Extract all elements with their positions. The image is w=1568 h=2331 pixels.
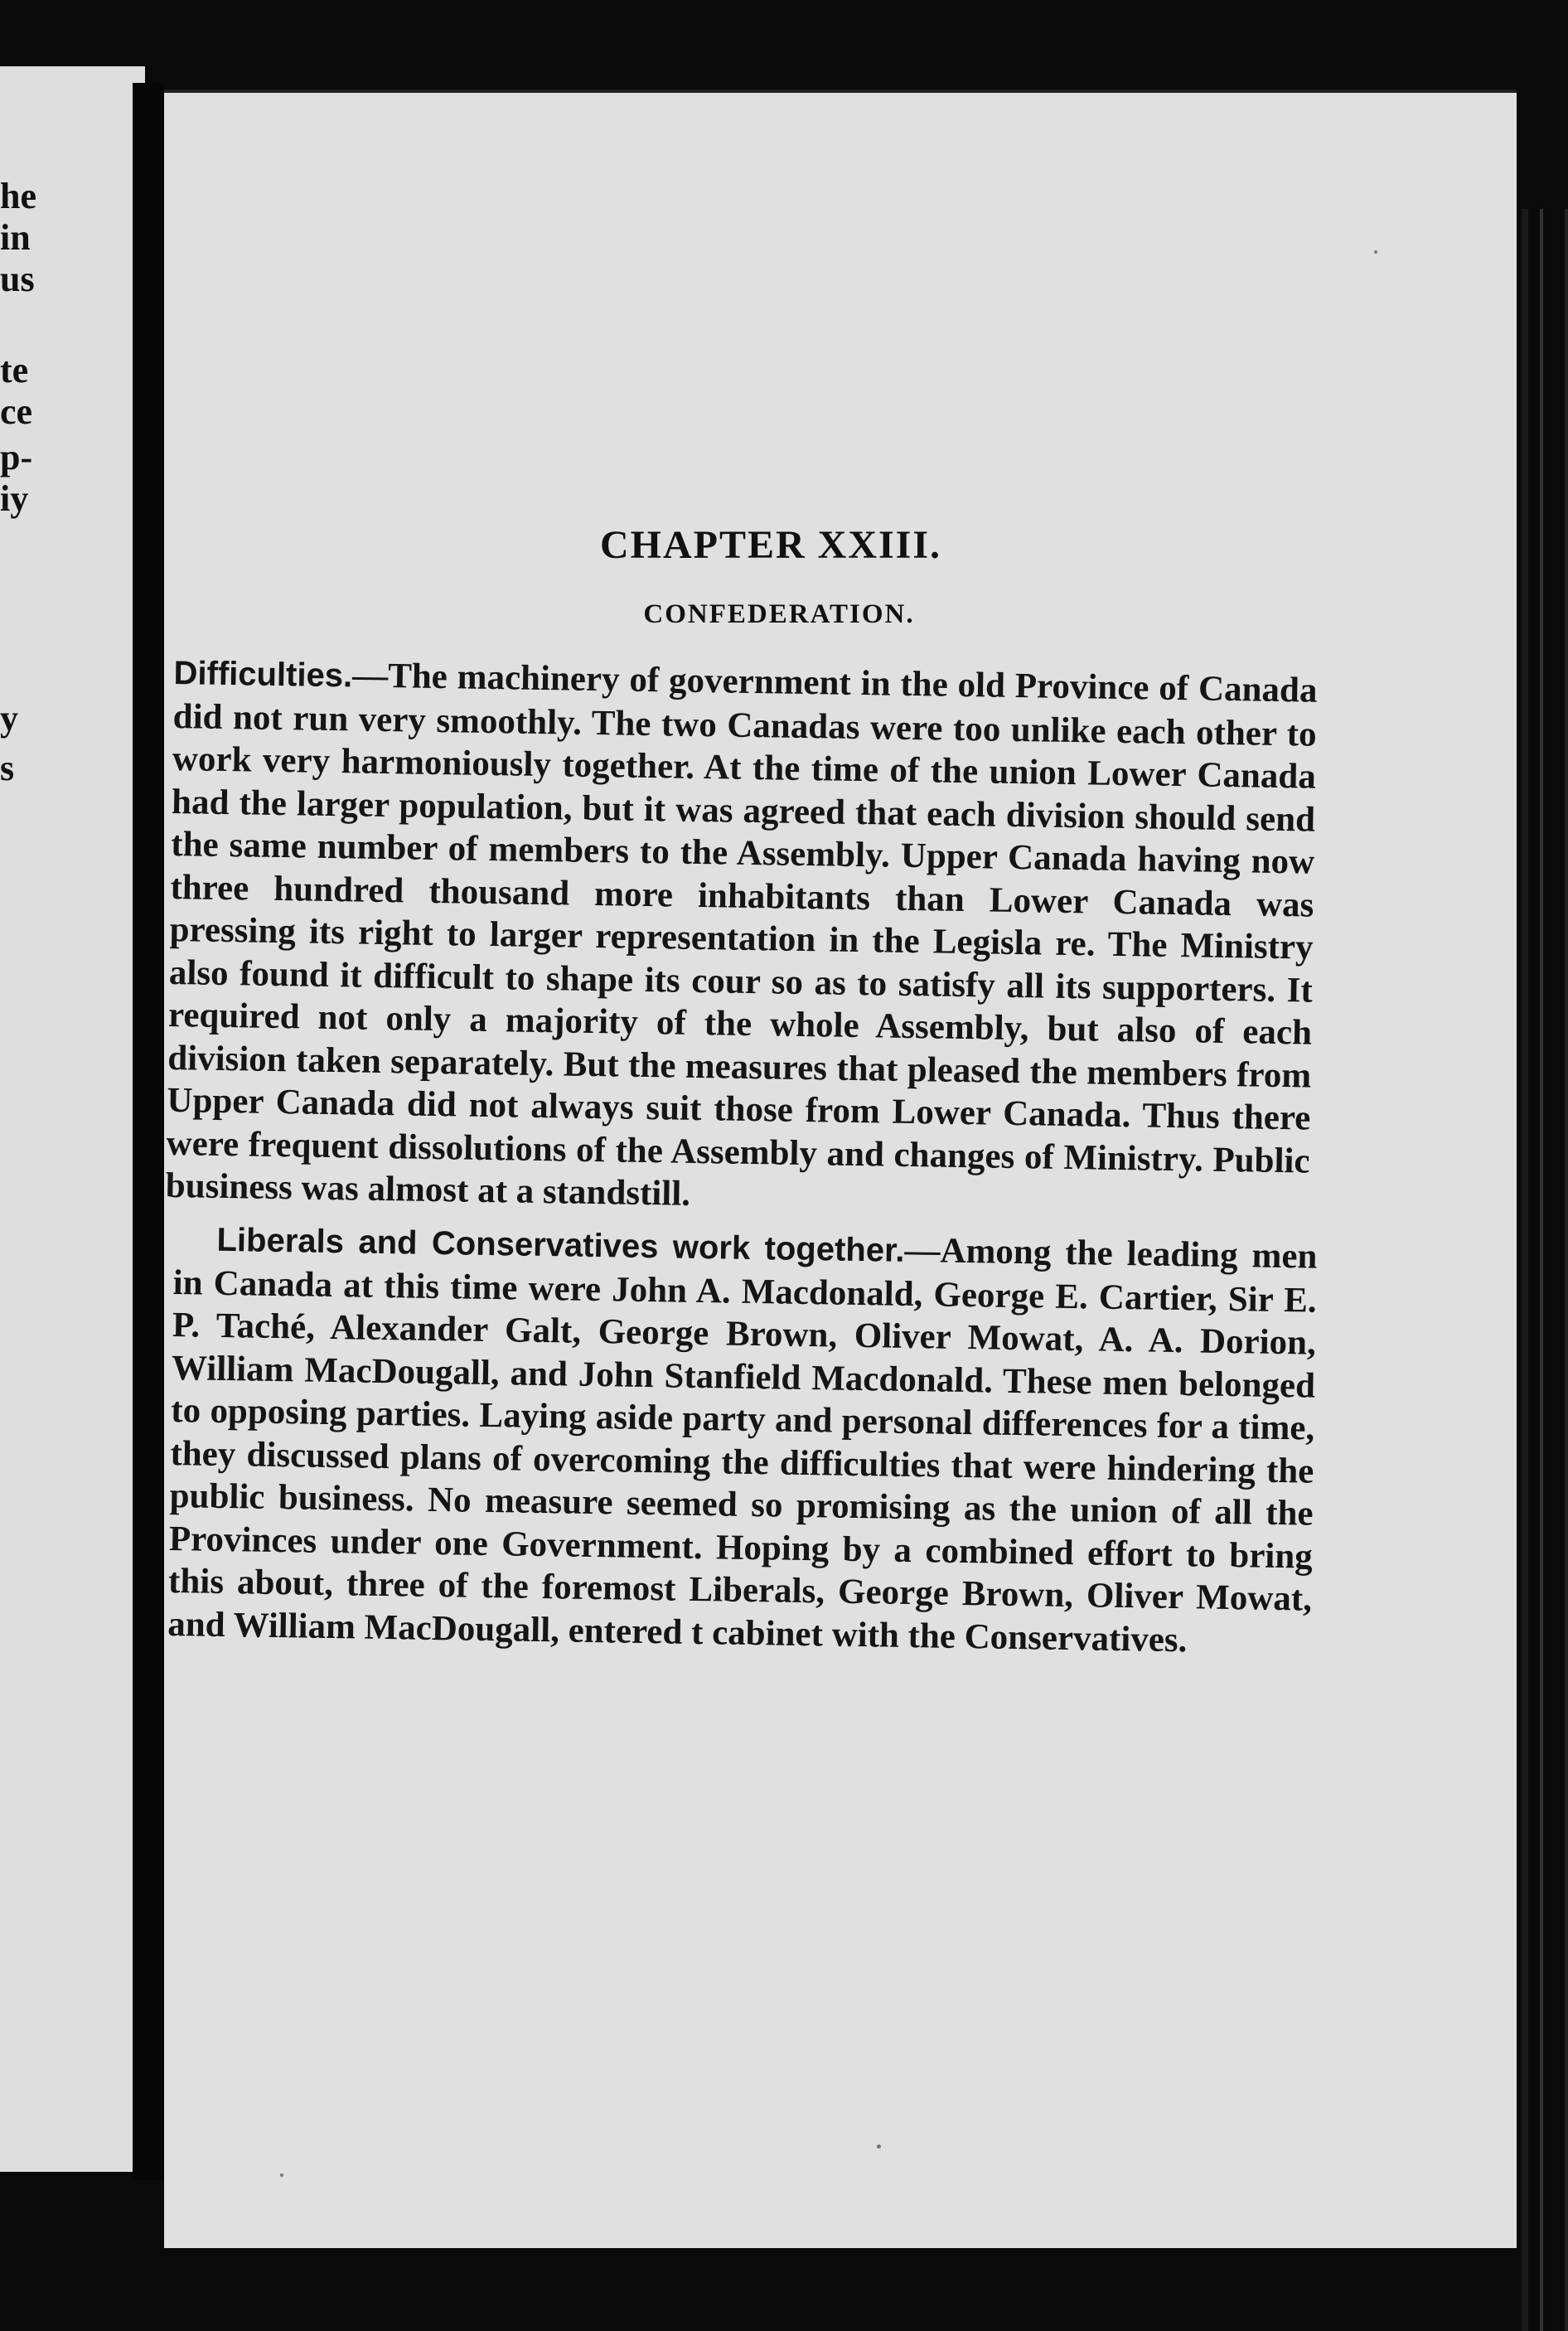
- left-page-fragment: p-: [0, 437, 33, 477]
- paragraph-difficulties: [165, 652, 1317, 1225]
- paragraph-body: —The machinery of government in the old Province of Canada did not run very smoothly. The two Canadas were too unlike each other to work very harmoniously together. At the time of the union Lower Canada had the larger population, but it was agreed that each division should send the same number of members to the Assembly. Upper Canada having now three hundred thousand more inhabitants than Lower Canada was pressing its right to larger representation in the Legisla re. The Ministry also found it difficult to shape its cour so as to satisfy all its supporters. It required not only a majority of the whole Assembly, but also of each division taken separately. But the measures that pleased the members from Upper Canada did not always suit those from Lower Canada. Thus there were frequent dissolutions of the Assembly and changes of Ministry. Public business was almost at a standstill.: [165, 656, 1318, 1214]
- left-page-fragment: te: [0, 350, 29, 390]
- left-page-fragment: iy: [0, 478, 29, 519]
- chapter-subtitle: CONFEDERATION.: [643, 599, 915, 629]
- left-page-fragment: y: [0, 698, 18, 739]
- left-page-fragment: he: [0, 176, 36, 216]
- left-page-edge: [0, 66, 145, 2172]
- page-edge-line: [1540, 209, 1543, 2331]
- left-page-fragment: s: [0, 748, 15, 788]
- page-edge-line: [1522, 209, 1528, 2331]
- paper-speck: [1374, 250, 1377, 254]
- left-page-fragment: in: [0, 217, 31, 258]
- paper-speck: [877, 2144, 881, 2149]
- paper-speck: [280, 2174, 283, 2177]
- page-text: [165, 522, 1318, 1660]
- paragraph-liberals-conservatives: [167, 1218, 1318, 1664]
- left-page-fragment: us: [0, 259, 35, 299]
- paragraph-heading: Difficulties.: [173, 654, 353, 695]
- paragraph-body: —Among the leading men in Canada at this time were John A. Macdonald, George E. Cartier, Sir E. P. Taché, Alexander Galt, George Brown, Oliver Mowat, A. A. Dorion, William MacDougall, and John Stanfield Macdonald. These men belonged to opposing parties. Laying aside party and personal differences for a time, they discussed plans of overcoming the difficulties that were hindering the public business. No measure seemed so promising as the union of all the Provinces under one Government. Hoping by a combined effort to bring this about, three of the foremost Liberals, George Brown, Oliver Mowat, and William MacDougall, entered t cabinet with the Conservatives.: [167, 1230, 1318, 1660]
- chapter-title: CHAPTER XXIII.: [599, 523, 942, 567]
- page-edge-line: [1565, 209, 1568, 2331]
- paragraph-heading: Liberals and Conservatives work together.: [216, 1221, 905, 1269]
- left-page-fragment: ce: [0, 391, 33, 432]
- book-spine: [133, 83, 164, 2180]
